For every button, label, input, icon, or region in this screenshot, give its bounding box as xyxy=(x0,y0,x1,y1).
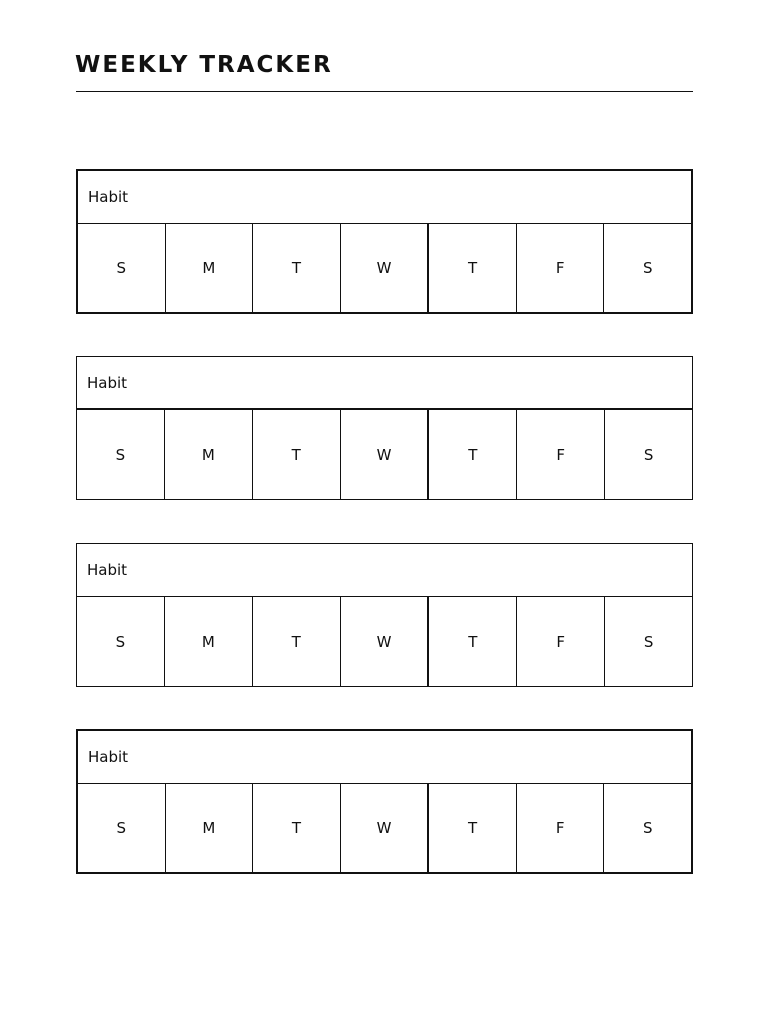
habit-field[interactable]: Habit xyxy=(77,544,692,597)
day-cell-monday[interactable]: M xyxy=(166,224,254,312)
day-cell-wednesday[interactable]: W xyxy=(341,784,430,872)
day-cell-tuesday[interactable]: T xyxy=(253,224,341,312)
habit-field[interactable]: Habit xyxy=(78,731,691,784)
day-cell-tuesday[interactable]: T xyxy=(253,410,341,499)
day-cell-sunday[interactable]: S xyxy=(78,784,166,872)
day-cell-tuesday[interactable]: T xyxy=(253,784,341,872)
title-divider xyxy=(76,91,693,92)
day-cell-sunday[interactable]: S xyxy=(77,410,165,499)
day-cell-saturday[interactable]: S xyxy=(643,632,654,651)
day-cell-saturday[interactable]: S xyxy=(643,445,654,464)
day-cell-friday[interactable]: F xyxy=(517,224,605,312)
day-cell-saturday[interactable]: S xyxy=(642,259,653,277)
habit-tracker-2 xyxy=(76,356,693,500)
day-cell-thursday[interactable]: T xyxy=(429,224,517,312)
habit-field[interactable]: Habit xyxy=(78,171,691,224)
habit-tracker-1 xyxy=(76,169,693,314)
days-row xyxy=(78,784,691,872)
day-cell-sunday[interactable]: S xyxy=(77,597,165,686)
day-cell-sunday[interactable]: S xyxy=(78,224,166,312)
days-row xyxy=(78,224,691,312)
day-cell-monday[interactable]: M xyxy=(166,784,254,872)
day-cell-friday[interactable]: F xyxy=(517,597,605,686)
day-cell-monday[interactable]: M xyxy=(165,410,253,499)
day-cell-wednesday[interactable]: W xyxy=(341,410,430,499)
page-title: WEEKLY TRACKER xyxy=(75,52,333,78)
days-row xyxy=(77,597,692,686)
days-row xyxy=(77,410,692,499)
day-cell-thursday[interactable]: T xyxy=(429,410,517,499)
day-cell-monday[interactable]: M xyxy=(165,597,253,686)
day-cell-saturday[interactable]: S xyxy=(642,819,653,837)
day-cell-tuesday[interactable]: T xyxy=(253,597,341,686)
day-cell-thursday[interactable]: T xyxy=(429,784,517,872)
day-cell-friday[interactable]: F xyxy=(517,784,605,872)
day-cell-thursday[interactable]: T xyxy=(429,597,517,686)
habit-tracker-3 xyxy=(76,543,693,687)
habit-tracker-4 xyxy=(76,729,693,874)
habit-field[interactable]: Habit xyxy=(77,357,692,410)
day-cell-friday[interactable]: F xyxy=(517,410,605,499)
day-cell-wednesday[interactable]: W xyxy=(341,597,430,686)
day-cell-wednesday[interactable]: W xyxy=(341,224,430,312)
